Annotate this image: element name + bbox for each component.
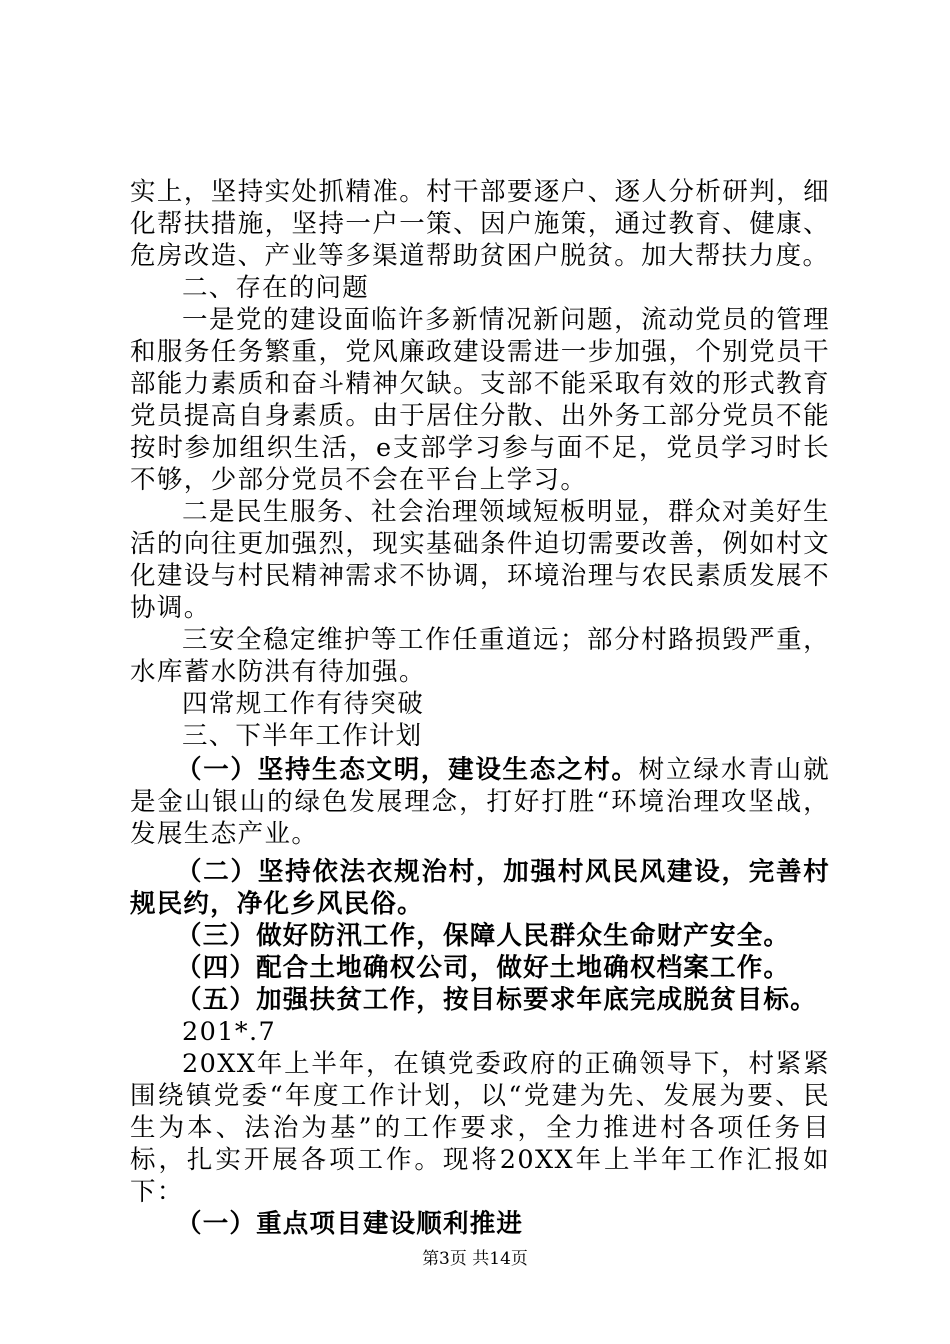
section-heading-plan: 三、下半年工作计划: [182, 721, 423, 751]
plan-item-3: （三）做好防汛工作，保障人民群众生命财产安全。: [176, 921, 791, 951]
plan-item-1: [130, 754, 830, 850]
plan-item-5: （五）加强扶贫工作，按目标要求年底完成脱贫目标。: [176, 985, 817, 1015]
paragraph-problem-3: 三安全稳定维护等工作任重道远；部分村路损毁严重，水库蓄水防洪有待加强。: [130, 625, 830, 687]
paragraph-report-intro: 20XX年上半年，在镇党委政府的正确领导下，村紧紧围绕镇党委“年度工作计划，以“党建为先、发展为要、民生为本、法治为基”的工作要求，全力推进村各项任务目标，扎实开展各项工作。现将20XX年上半年工作汇报如下：: [130, 1049, 830, 1207]
plan-item-2: （二）坚持依法衣规治村，加强村风民风建设，完善村规民约，净化乡风民俗。: [130, 857, 830, 919]
report-section-heading: （一）重点项目建设顺利推进: [176, 1209, 524, 1239]
paragraph-problem-2: 二是民生服务、社会治理领域短板明显，群众对美好生活的向往更加强烈，现实基础条件迫切需要改善，例如村文化建设与村民精神需求不协调，环境治理与农民素质发展不协调。: [130, 497, 830, 623]
section-heading-problems: 二、存在的问题: [182, 273, 369, 303]
document-body: [130, 176, 830, 1240]
plan-item-1-title: （一）坚持生态文明，建设生态之村。: [176, 755, 639, 785]
plan-item-1-text: 树立绿水青山就是金山银山的绿色发展理念，打好打胜“环境治理攻坚战，发展生态产业。: [130, 755, 830, 849]
date-line: 201*.7: [182, 1017, 277, 1047]
paragraph-continuation: 实上，坚持实处抓精准。村干部要逐户、逐人分析研判，细化帮扶措施，坚持一户一策、因户施策，通过教育、健康、危房改造、产业等多渠道帮助贫困户脱贫。加大帮扶力度。: [130, 177, 830, 271]
paragraph-problem-4: 四常规工作有待突破: [182, 689, 425, 719]
paragraph-problem-1: 一是党的建设面临许多新情况新问题，流动党员的管理和服务任务繁重，党风廉政建设需进一步加强，个别党员干部能力素质和奋斗精神欠缺。支部不能采取有效的形式教育党员提高自身素质。由于居住分散、出外务工部分党员不能按时参加组织生活，e支部学习参与面不足，党员学习时长不够，少部分党员不会在平台上学习。: [130, 305, 830, 495]
plan-item-4: （四）配合土地确权公司，做好土地确权档案工作。: [176, 953, 791, 983]
page-number-footer: 第3页 共14页: [422, 1249, 528, 1269]
